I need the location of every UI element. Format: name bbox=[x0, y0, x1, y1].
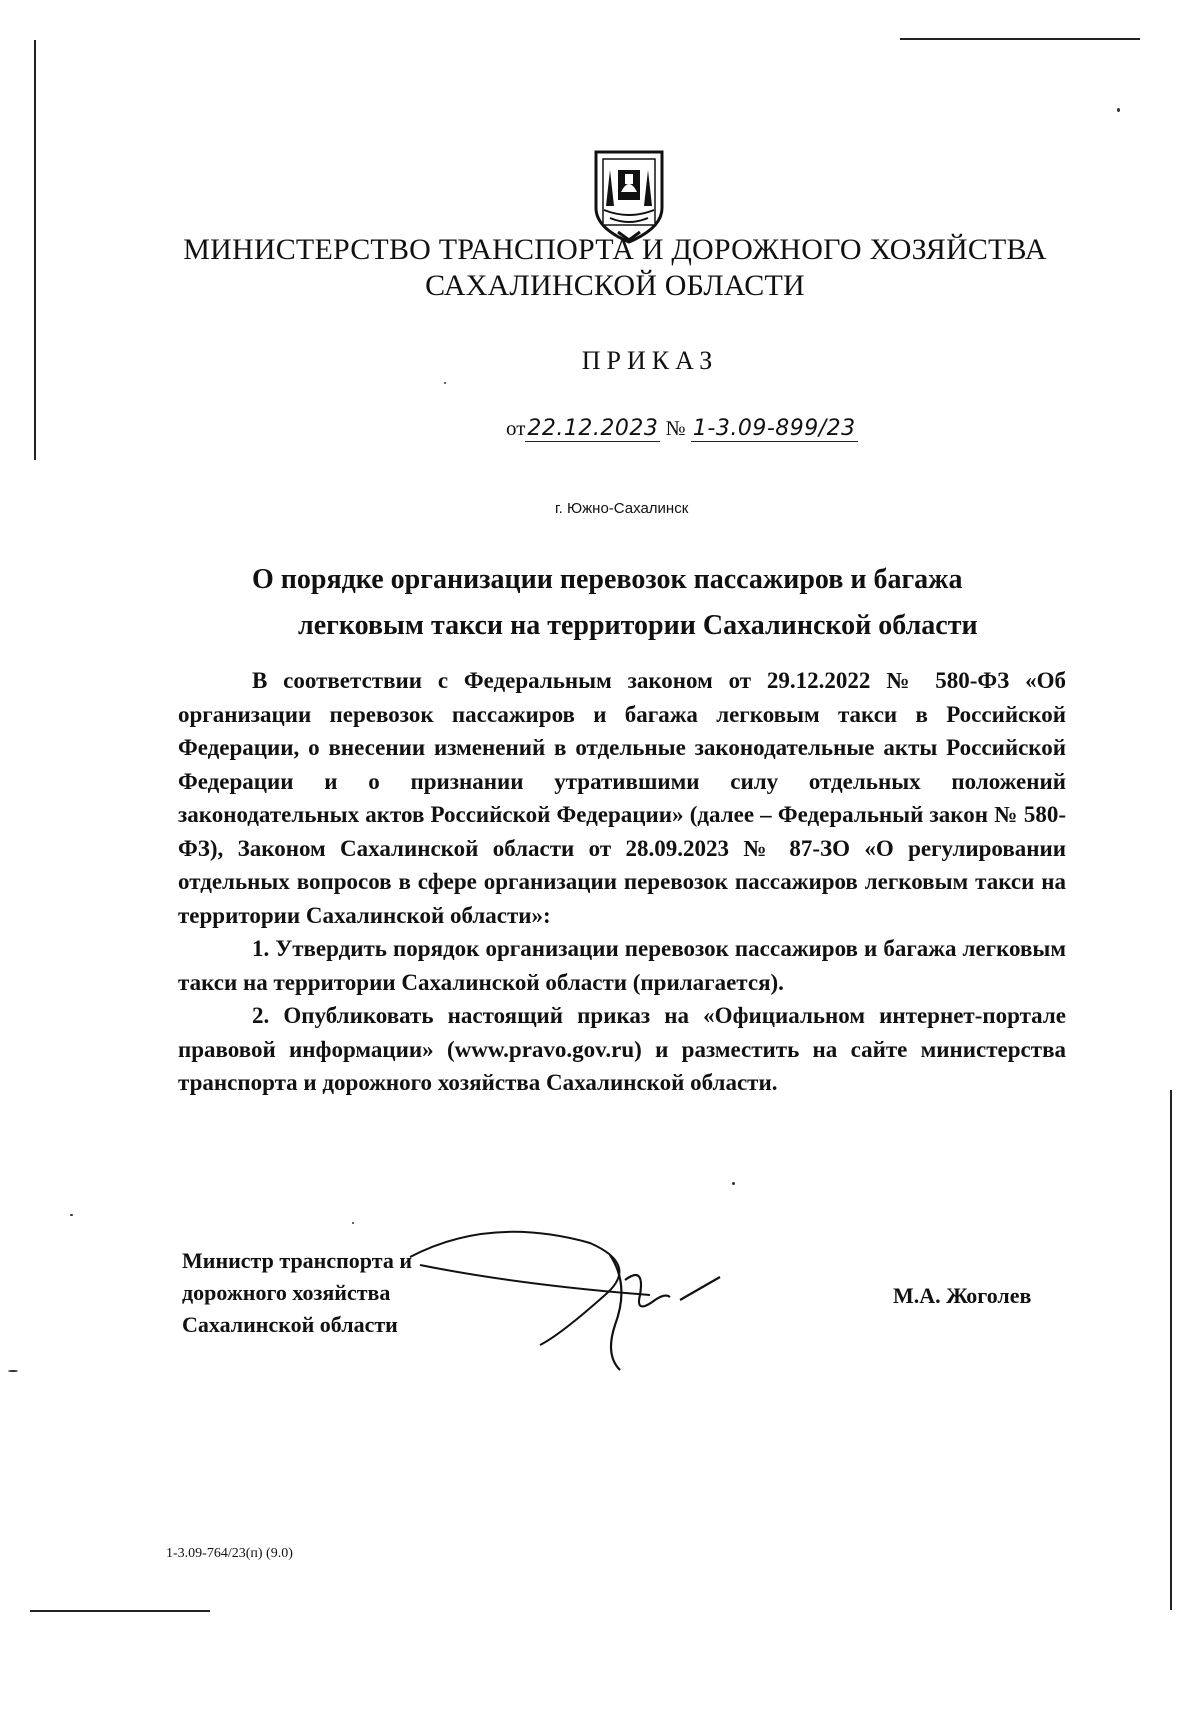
document-type: ПРИКАЗ bbox=[581, 346, 719, 375]
scan-speck bbox=[70, 1214, 73, 1216]
signer-title-line2: дорожного хозяйства bbox=[182, 1280, 391, 1305]
order-number: 1-3.09-899/23 bbox=[692, 416, 856, 441]
order-date-number bbox=[506, 416, 858, 441]
order-item-2: 2. Опубликовать настоящий приказ на «Официальном интернет-портале правовой информации» (www.pravo.gov.ru) и разместить на сайте министерства транспорта и дорожного хозяйства Сахалинской области. bbox=[178, 1003, 1066, 1095]
document-subject bbox=[240, 557, 1040, 649]
number-prefix: № bbox=[665, 416, 686, 440]
signer-title-line3: Сахалинской области bbox=[182, 1312, 398, 1337]
ministry-name-line2: САХАЛИНСКОЙ ОБЛАСТИ bbox=[425, 269, 805, 302]
document-body bbox=[178, 664, 1066, 1100]
scan-speck bbox=[352, 1222, 354, 1224]
scan-speck bbox=[8, 1370, 18, 1372]
subject-line1: О порядке организации перевозок пассажиров и багажа bbox=[252, 564, 963, 595]
document-code: 1-3.09-764/23(п) (9.0) bbox=[166, 1546, 293, 1561]
signer-name: М.А. Жоголев bbox=[893, 1283, 1032, 1308]
scan-speck bbox=[732, 1182, 735, 1185]
scan-edge-line-right bbox=[1170, 1090, 1172, 1610]
city: г. Южно-Сахалинск bbox=[555, 500, 689, 517]
scan-speck bbox=[444, 382, 446, 384]
scan-speck bbox=[1117, 108, 1120, 112]
order-item-1: 1. Утвердить порядок организации перевозок пассажиров и багажа легковым такси на территории Сахалинской области (прилагается). bbox=[178, 936, 1066, 995]
subject-line2: легковым такси на территории Сахалинской области bbox=[298, 610, 978, 641]
scan-edge-line-top bbox=[900, 38, 1140, 40]
scan-edge-line-left bbox=[34, 40, 36, 460]
ministry-name-line1: МИНИСТЕРСТВО ТРАНСПОРТА И ДОРОЖНОГО ХОЗЯЙСТВА bbox=[183, 233, 1047, 266]
signer-title-line1: Министр транспорта и bbox=[182, 1248, 412, 1273]
scan-edge-line-bottom bbox=[30, 1610, 210, 1612]
date-prefix: от bbox=[506, 416, 526, 440]
handwritten-signature bbox=[400, 1225, 780, 1375]
signer-title bbox=[182, 1245, 412, 1341]
preamble-paragraph: В соответствии с Федеральным законом от 29.12.2022 № 580-ФЗ «Об организации перевозок пассажиров и багажа легковым такси в Российской Федерации, о внесении изменений в отдельные законодательные акты Российской Федерации и о признании утратившими силу отдельных положений законодательных актов Российской Федерации» (далее – Федеральный закон № 580-ФЗ), Законом Сахалинской области от 28.09.2023 № 87-ЗО «О регулировании отдельных вопросов в сфере организации перевозок пассажиров легковым такси на территории Сахалинской области»: bbox=[178, 668, 1066, 928]
order-date: 22.12.2023 bbox=[527, 416, 659, 441]
sakhalin-coat-of-arms-icon bbox=[590, 146, 668, 246]
